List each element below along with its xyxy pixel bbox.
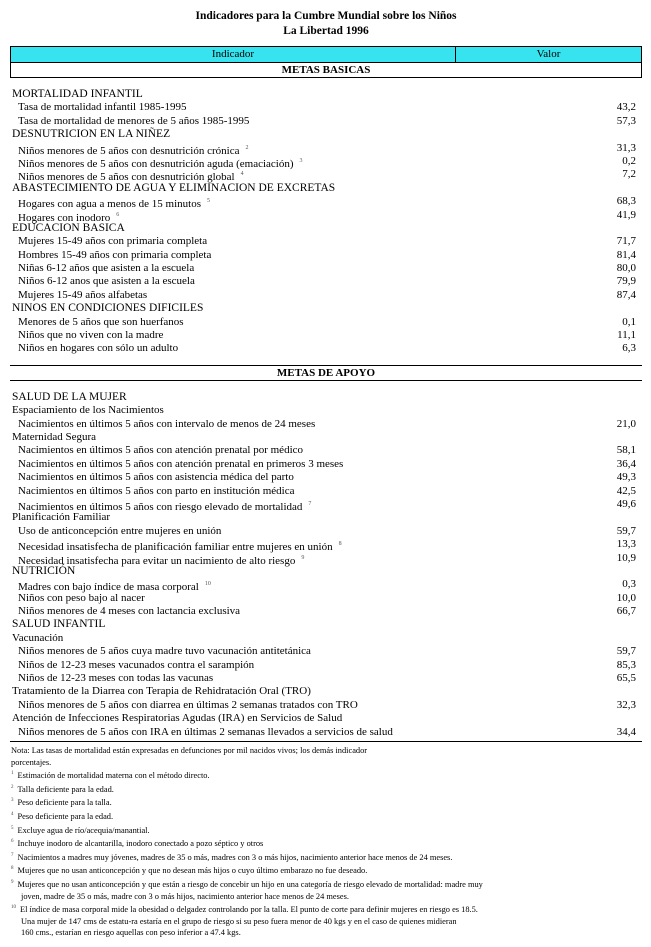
row-label: Niños 6-12 anos que asisten a la escuela [18, 275, 195, 288]
indicator-row [10, 471, 642, 484]
row-value: 57,3 [616, 114, 636, 127]
row-label: Nacimientos en últimos 5 años con riesgo elevado de mortalidad [18, 500, 303, 513]
footnote-marker: 6 [116, 211, 120, 218]
row-label: Necesidad insatisfecha de planificación familiar entre mujeres en unión [18, 541, 333, 554]
indicator-row [10, 329, 642, 342]
group-heading [10, 128, 642, 141]
row-label: Hogares con agua a menos de 15 minutos [18, 198, 201, 211]
group-heading [10, 302, 642, 315]
footnote-text: Una mujer de 147 cms de estatu-ra estaría en el grupo de riesgo si su peso fuera menor de 40 kgs y en el caso de quienes midieran [21, 916, 457, 926]
row-value: 71,7 [616, 235, 636, 248]
footnote-line [11, 768, 642, 782]
footnote-line [11, 782, 642, 796]
footnote-text: Excluye agua de río/acequia/manantial. [17, 825, 150, 835]
group-heading [10, 88, 642, 101]
indicator-row [10, 552, 642, 565]
row-value: 42,5 [616, 484, 636, 497]
row-value: 43,2 [616, 101, 636, 114]
row-value: 58,1 [616, 444, 636, 457]
subgroup-heading [10, 632, 642, 645]
footnote-line [11, 745, 642, 757]
indicator-row [10, 645, 642, 658]
row-value: 81,4 [616, 248, 636, 261]
footnote-number: 4 [11, 811, 14, 817]
footnote-text: Mujeres que no usan anticoncepción y que no desean más hijos o cuyo último embarazo no fue deseado. [17, 866, 368, 876]
row-label: Atención de Infecciones Respiratorias Agudas (IRA) en Servicios de Salud [12, 712, 343, 725]
row-label: Nacimientos en últimos 5 años con asistencia médica del parto [18, 471, 294, 484]
row-value: 59,7 [616, 645, 636, 658]
footnotes [10, 745, 642, 939]
row-value: 49,6 [616, 497, 636, 510]
footnote-text: 160 cms., estarían en riesgo aquellas con peso inferior a 47.4 kgs. [21, 928, 241, 938]
footnote-number: 3 [11, 798, 14, 804]
indicator-row [10, 289, 642, 302]
row-label: Niños menores de 5 años con desnutrición global [18, 171, 235, 184]
subgroup-heading [10, 712, 642, 725]
header-valor: Valor [536, 48, 561, 60]
indicator-row [10, 485, 642, 498]
document-title: Indicadores para la Cumbre Mundial sobre los Niños [195, 10, 457, 22]
row-label: Tasa de mortalidad de menores de 5 años 1985-1995 [18, 114, 250, 127]
metas-basicas-rows [10, 78, 642, 356]
subgroup-heading [10, 404, 642, 417]
row-value: 21,0 [616, 417, 636, 430]
footnote-line [11, 757, 642, 769]
indicator-row [10, 538, 642, 554]
footnote-line [11, 823, 642, 837]
row-label: Niños menores de 5 años con IRA en últimas 2 semanas llevados a servicios de salud [18, 725, 393, 738]
row-value: 85,3 [616, 658, 636, 671]
footnote-marker: 2 [245, 144, 249, 151]
footnote-line [11, 795, 642, 809]
row-value: 36,4 [616, 457, 636, 470]
footnote-number: 1 [11, 771, 14, 777]
row-value: 13,3 [616, 538, 636, 551]
row-label: Planificación Familiar [12, 511, 111, 524]
section-title-metas-basicas: METAS BASICAS [10, 63, 642, 78]
header-indicador: Indicador [11, 47, 456, 62]
row-label: Nacimientos en últimos 5 años con intervalo de menos de 24 meses [18, 417, 316, 430]
indicator-row [10, 726, 642, 739]
indicator-row [10, 699, 642, 712]
footnote-text: Peso deficiente para la talla. [17, 798, 112, 808]
footnote-line [11, 877, 642, 891]
section-spacer [10, 78, 642, 88]
subgroup-heading [10, 685, 642, 698]
footnote-text: porcentajes. [11, 757, 52, 767]
row-label: Nacimientos en últimos 5 años con parto en institución médica [18, 484, 295, 497]
row-label: Niños de 12-23 meses con todas las vacunas [18, 672, 214, 685]
footnote-line [11, 891, 642, 903]
indicator-row [10, 672, 642, 685]
indicator-row [10, 659, 642, 672]
footnote-line [11, 809, 642, 823]
indicator-row [10, 155, 642, 168]
indicator-row [10, 249, 642, 262]
row-label: Niñas 6-12 años que asisten a la escuela [18, 262, 195, 275]
footnote-text: Talla deficiente para la edad. [17, 784, 114, 794]
footnote-marker: 9 [301, 554, 305, 561]
row-value: 80,0 [616, 262, 636, 275]
metas-apoyo-rows [10, 381, 642, 739]
row-value: 41,9 [616, 208, 636, 221]
row-label: Tasa de mortalidad infantil 1985-1995 [18, 101, 187, 114]
row-label: Niños con peso bajo al nacer [18, 591, 145, 604]
row-label: Menores de 5 años que son huerfanos [18, 315, 184, 328]
footnote-number: 7 [11, 852, 14, 858]
row-label: Hogares con inodoro [18, 211, 111, 224]
indicator-row [10, 444, 642, 457]
footnote-line [11, 927, 642, 939]
row-label: Espaciamiento de los Nacimientos [12, 404, 164, 417]
indicator-row [10, 101, 642, 114]
footnote-marker: 5 [206, 198, 210, 205]
row-label: DESNUTRICION EN LA NIÑEZ [12, 128, 171, 141]
row-label: ABASTECIMIENTO DE AGUA Y ELIMINACION DE EXCRETAS [12, 181, 336, 194]
indicator-row [10, 592, 642, 605]
footnote-text: Nacimientos a madres muy jóvenes, madres de 35 o más, madres con 3 o más hijos, nacimiento anterior hace menos de 24 meses. [17, 852, 453, 862]
row-value: 68,3 [616, 195, 636, 208]
footnote-number: 5 [11, 825, 14, 831]
indicator-row [10, 235, 642, 248]
indicator-row [10, 209, 642, 222]
row-value: 0,3 [622, 578, 636, 591]
row-label: Uso de anticoncepción entre mujeres en unión [18, 524, 222, 537]
footnote-line [11, 902, 642, 916]
indicator-row [10, 342, 642, 355]
row-label: EDUCACION BASICA [12, 221, 125, 234]
row-label: NUTRICIÓN [12, 564, 76, 577]
row-label: Tratamiento de la Diarrea con Terapia de Rehidratación Oral (TRO) [12, 685, 311, 698]
row-label: Niños menores de 4 meses con lactancia exclusiva [18, 605, 241, 618]
section-title-metas-apoyo: METAS DE APOYO [10, 365, 642, 381]
row-value: 10,0 [616, 591, 636, 604]
footnote-line [11, 863, 642, 877]
row-label: Mujeres 15-49 años alfabetas [18, 288, 148, 301]
footnote-number: 6 [11, 839, 14, 845]
footnote-number: 8 [11, 866, 14, 872]
footnote-marker: 8 [338, 541, 342, 548]
row-label: Niños menores de 5 años con desnutrición crónica [18, 144, 240, 157]
row-value: 49,3 [616, 471, 636, 484]
subgroup-heading [10, 431, 642, 444]
row-label: Mujeres 15-49 años con primaria completa [18, 235, 208, 248]
indicator-row [10, 262, 642, 275]
indicator-row [10, 275, 642, 288]
row-label: Madres con bajo índice de masa corporal [18, 581, 199, 594]
row-value: 6,3 [622, 342, 636, 355]
row-label: Niños en hogares con sólo un adulto [18, 342, 179, 355]
row-label: SALUD INFANTIL [12, 618, 106, 631]
footnote-marker: 10 [204, 581, 211, 588]
footnote-line [11, 916, 642, 928]
footnote-number: 9 [11, 879, 14, 885]
row-label: SALUD DE LA MUJER [12, 390, 127, 403]
row-label: NINOS EN CONDICIONES DIFICILES [12, 302, 204, 315]
document-subtitle: La Libertad 1996 [283, 25, 369, 37]
section-spacer [10, 381, 642, 391]
group-heading [10, 618, 642, 631]
indicator-row [10, 168, 642, 184]
row-label: Vacunación [12, 631, 64, 644]
row-value: 32,3 [616, 698, 636, 711]
indicator-row [10, 578, 642, 594]
row-value: 0,1 [622, 315, 636, 328]
row-label: Maternidad Segura [12, 430, 96, 443]
row-value: 59,7 [616, 524, 636, 537]
footnote-text: Nota: Las tasas de mortalidad están expresadas en defunciones por mil nacidos vivos; los demás indicador [11, 745, 368, 755]
row-label: Nacimientos en últimos 5 años con atención prenatal en primeros 3 meses [18, 457, 344, 470]
footnote-text: El índice de masa corporal mide la obesidad o delgadez controlando por la talla. El punto de corte para definir mujeres en riesgo es 18.5. [20, 905, 478, 915]
footnote-number: 2 [11, 784, 14, 790]
row-label: Hombres 15-49 años con primaria completa [18, 248, 212, 261]
row-label: Necesidad insatisfecha para evitar un nacimiento de alto riesgo [18, 554, 296, 567]
footnote-marker: 3 [299, 157, 303, 164]
indicator-row [10, 418, 642, 431]
row-label: Niños menores de 5 años con desnutrición aguda (emaciación) [18, 157, 294, 170]
footnote-marker: 7 [308, 500, 312, 507]
footnote-text: Estimación de mortalidad materna con el método directo. [17, 771, 210, 781]
footnote-text: joven, madre de 35 o más, madre con 3 o más hijos, nacimiento anterior hace menos de 24 meses. [21, 891, 349, 901]
row-label: MORTALIDAD INFANTIL [12, 88, 143, 100]
footnote-text: Inchuye inodoro de alcantarilla, inodoro conectado a pozo séptico y otros [17, 839, 264, 849]
subgroup-heading [10, 511, 642, 524]
row-value: 79,9 [616, 275, 636, 288]
indicators-document [10, 9, 642, 939]
row-value: 31,3 [616, 141, 636, 154]
indicator-row [10, 498, 642, 511]
footnote-text: Peso deficiente para la edad. [17, 811, 114, 821]
indicator-row [10, 115, 642, 128]
row-label: Niños menores de 5 años cuya madre tuvo vacunación antitetánica [18, 645, 311, 658]
footnote-text: Mujeres que no usan anticoncepción y que están a riesgo de concebir un hijo en una categoría de riesgo elevado de mortalidad: madre muy [17, 879, 483, 889]
row-label: Niños que no viven con la madre [18, 329, 164, 342]
footnote-line [11, 850, 642, 864]
group-heading [10, 565, 642, 578]
row-value: 87,4 [616, 288, 636, 301]
indicator-row [10, 195, 642, 211]
row-value: 34,4 [616, 725, 636, 738]
footnote-number: 10 [11, 905, 16, 911]
row-value: 65,5 [616, 672, 636, 685]
row-value: 11,1 [617, 329, 636, 342]
indicator-row [10, 458, 642, 471]
indicator-row [10, 525, 642, 538]
indicator-row [10, 142, 642, 155]
footnote-marker: 4 [240, 171, 244, 178]
group-heading [10, 182, 642, 195]
indicator-row [10, 605, 642, 618]
row-value: 7,2 [622, 168, 636, 181]
row-value: 10,9 [616, 551, 636, 564]
footnote-line [11, 836, 642, 850]
indicator-row [10, 316, 642, 329]
group-heading [10, 222, 642, 235]
row-label: Niños de 12-23 meses vacunados contra el sarampión [18, 658, 255, 671]
table-bottom-rule [10, 739, 642, 742]
row-value: 66,7 [616, 605, 636, 618]
group-heading [10, 391, 642, 404]
row-value: 0,2 [622, 154, 636, 167]
row-label: Nacimientos en últimos 5 años con atención prenatal por médico [18, 444, 304, 457]
row-label: Niños menores de 5 años con diarrea en últimas 2 semanas tratados con TRO [18, 698, 358, 711]
table-header [10, 46, 642, 63]
